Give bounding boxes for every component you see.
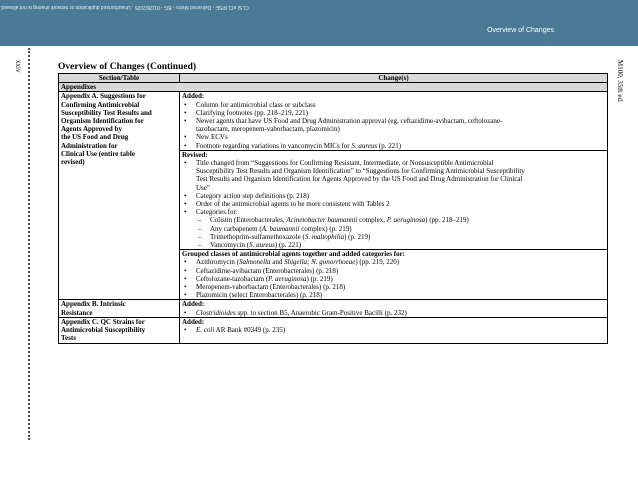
header-banner <box>0 0 638 46</box>
list-item: • Newer agents that have US Food and Drug Administration approval (eg, ceftazidime-avibactam, ceftolozane- tazobactam, meropenem-vaborbactam, plazomicin) <box>196 117 605 133</box>
revised-list <box>182 159 605 249</box>
appendix-a-changes <box>180 92 608 300</box>
appendix-b-changes <box>180 300 608 317</box>
added-list <box>182 309 605 317</box>
list-item: • Plazomicin (select Enterobacterales) (p. 218) <box>196 291 605 299</box>
section-label: Overview of Changes <box>487 27 554 34</box>
categories-sublist <box>196 216 605 249</box>
column-header-changes: Change(s) <box>180 74 608 83</box>
column-header-section: Section/Table <box>59 74 180 83</box>
license-note: CLSI eCLIPSE - Delivered Metro - BG - 01/28/2025 . Unauthorized duplication or network sharing is not allowed. <box>0 4 249 10</box>
grouped-list <box>182 258 605 299</box>
sublist-item: – Trimethoprim-sulfamethoxazole (S. maltophilia) (p. 219) <box>210 233 605 241</box>
appendix-c-changes <box>180 317 608 343</box>
page-title: Overview of Changes (Continued) <box>58 62 197 72</box>
table-header-row <box>59 74 608 83</box>
appendix-a-title: Appendix A. Suggestions for Confirming Antimicrobial Susceptibility Test Results and Organism Identification for Agents Approved by the US Food and Drug Administration for Clinical Use (entire table revised) <box>59 92 180 300</box>
section-row-appendixes: Appendixes <box>59 83 608 92</box>
sublist-item: – Any carbapenem (A. baumannii complex) (p. 219) <box>210 225 605 233</box>
list-item: • Categories for: – Colistin (Enterobacterales, Acinetobacter baumannii complex, P. aeruginosa) (pp. 218–219) – Any carbapenem (A. baumannii complex) (p. 219) – Trimethoprim-sulfamethoxazole (S. maltophilia) (p. 219) – Vancomycin (S. aureus) (p. 221) <box>196 208 605 249</box>
appendix-c-title: Appendix C. QC Strains for Antimicrobial Susceptibility Tests <box>59 317 180 343</box>
list-item: • Ceftazidime-avibactam (Enterobacterales) (p. 218) <box>196 267 605 275</box>
revised-label: Revised: <box>182 150 208 159</box>
appendix-b-title: Appendix B. Intrinsic Resistance <box>59 300 180 317</box>
changes-table <box>58 73 608 344</box>
list-item: • Meropenem-vaborbactam (Enterobacterales) (p. 218) <box>196 283 605 291</box>
sublist-item: – Vancomycin (S. aureus) (p. 221) <box>210 241 605 249</box>
table-row-appendix-a <box>59 92 608 300</box>
added-label: Added: <box>182 92 205 101</box>
list-item: • Azithromycin (Salmonella and Shigella; N. gonorrhoeae) (pp. 219, 220) <box>196 258 605 266</box>
list-item: • Order of the antimicrobial agents to be more consistent with Tables 2 <box>196 200 605 208</box>
table-row-appendix-c <box>59 317 608 343</box>
dotted-margin-line <box>28 48 30 440</box>
list-item: • Footnote regarding variations in vancomycin MICs for S. aureus (p. 221) <box>196 142 605 150</box>
list-item: • Clostridioides spp. to section B5, Anaerobic Gram-Positive Bacilli (p. 232) <box>196 309 605 317</box>
list-item: • Category action step definitions (p. 218) <box>196 192 605 200</box>
list-item: • New ECVs <box>196 133 605 141</box>
list-item: • Ceftolozane-tazobactam (P. aeruginosa) (p. 219) <box>196 275 605 283</box>
list-item: • Clarifying footnotes (pp. 218–219, 221) <box>196 109 605 117</box>
added-list <box>182 326 605 334</box>
sublist-item: – Colistin (Enterobacterales, Acinetobacter baumannii complex, P. aeruginosa) (pp. 218–219) <box>210 216 605 224</box>
page-number: xxiv <box>14 60 22 73</box>
added-label: Added: <box>182 317 205 326</box>
added-list <box>182 101 605 150</box>
list-item: • E. coli AR Bank #0349 (p. 235) <box>196 326 605 334</box>
list-item: • Column for antimicrobial class or subclass <box>196 101 605 109</box>
list-item: • Title changed from “Suggestions for Confirming Resistant, Intermediate, or Nonsusceptible Antimicrobial Susceptibility Test Results and Organism Identification” to “Suggestions for Confirming Antimicrobial Susceptibility Test Results and Organism Identification for Agents Approved by the US Food and Drug Administration for Clinical Use” <box>196 159 605 192</box>
added-label: Added: <box>182 300 205 309</box>
grouped-label: Grouped classes of antimicrobial agents together and added categories for: <box>182 250 406 259</box>
table-row-appendix-b <box>59 300 608 317</box>
document-reference: M100, 35th ed. <box>616 60 624 103</box>
